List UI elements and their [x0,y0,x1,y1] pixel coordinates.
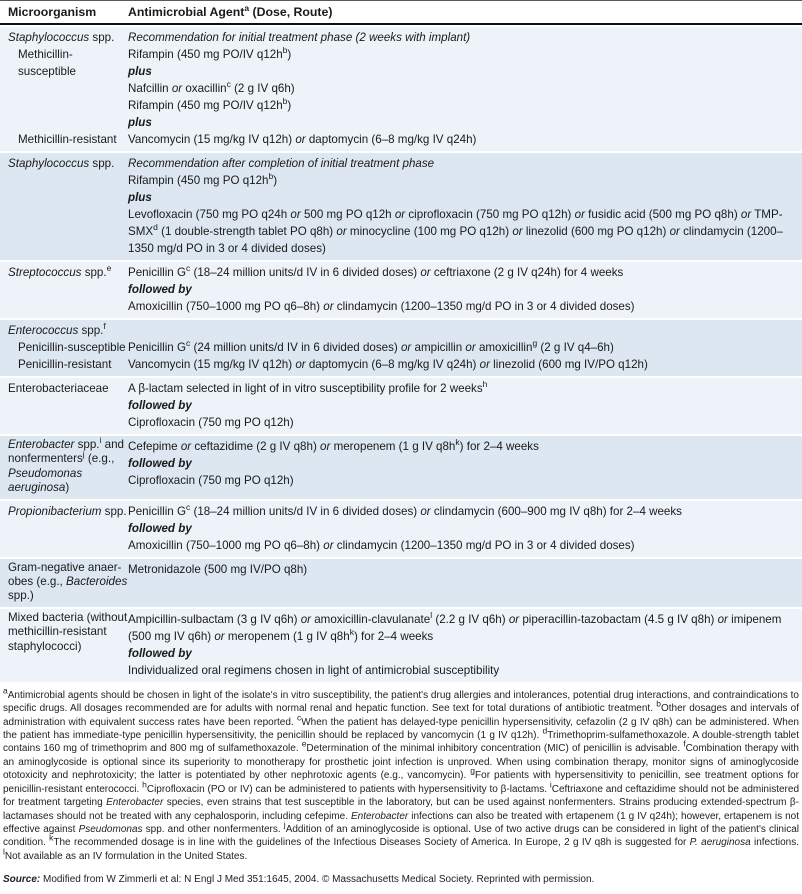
microorganism-cell [0,503,128,554]
header-col-microorganism: Microorganism [8,5,97,19]
microorganism-label: Streptococcus spp.$^e$ [8,263,112,279]
table-body [0,27,802,682]
agent-line: Amoxicillin (750–1000 mg PO q6–8h) or clindamycin (1200–1350 mg/d PO in 3 or 4 divided doses) [128,538,635,552]
agent-cell [128,264,802,315]
microorganism-cell [0,322,128,373]
agent-line: plus [128,116,152,129]
agent-line: Recommendation after completion of initial treatment phase [128,157,435,170]
microorganism-label: Methicillin-resistant [18,133,117,146]
agent-line: Vancomycin (15 mg/kg IV q12h) or daptomycin (6–8 mg/kg IV q24h) or linezolid (600 mg IV/PO q12h) [128,358,648,371]
agent-line: Vancomycin (15 mg/kg IV q12h) or daptomycin (6–8 mg/kg IV q24h) [128,133,477,146]
agent-line: Individualized oral regimens chosen in light of antimicrobial susceptibility [128,663,500,677]
agent-line: Recommendation for initial treatment phase (2 weeks with implant) [128,31,471,44]
agent-cell [128,322,802,373]
agent-line: plus [128,191,152,204]
microorganism-label: Propionibacterium spp. [8,504,127,518]
table-row-group [0,436,802,499]
microorganism-cell [0,435,128,496]
table-row-group [0,559,802,607]
agent-line: followed by [128,399,192,412]
table-row-group [0,378,802,434]
agent-line: Rifampin (450 mg PO $q12h^b$) [128,171,278,187]
agent-line: Nafcillin or oxacillin$^c$ (2 g IV q6h) [128,79,295,95]
microorganism-cell [0,380,128,431]
agent-line: Penicillin $G^c$ (18–24 million units/d IV in 6 divided doses) or clindamycin (600–900 mg IV q8h) for 2–4 weeks [128,501,682,518]
microorganism-cell [0,611,128,679]
agent-cell [128,155,802,257]
agent-line: followed by [128,521,192,535]
agent-line [128,322,794,339]
microorganism-label: Enterococcus spp.$^f$ [8,321,106,337]
agent-cell [128,561,802,604]
agent-line: followed by [128,457,192,470]
source-line: Source: Modified from W Zimmerli et al: N Engl J Med 351:1645, 2004. © Massachusetts Medical Society. Reprinted with permission. [3,874,595,886]
microorganism-label: Enterobacteriaceae [8,382,109,395]
microorganism-label: Penicillin-susceptible [18,341,126,354]
microorganism-cell [0,29,128,148]
agent-line: Ciprofloxacin (750 mg PO q12h) [128,416,294,429]
agent-line: Ciprofloxacin (750 mg PO q12h) [128,474,294,487]
agent-cell [128,611,802,679]
microorganism-label: Gram-negative anaer- obes (e.g., Bacteroides spp.) [8,560,128,603]
microorganism-label: Penicillin-resistant [18,358,112,371]
microorganism-cell [0,155,128,257]
table-row-group [0,27,802,151]
agent-line: Rifampin (450 mg PO/IV $q12h^b$) [128,45,292,61]
agent-line: Amoxicillin (750–1000 mg PO q6–8h) or clindamycin (1200–1350 mg/d PO in 3 or 4 divided doses) [128,300,635,313]
agent-line: Levofloxacin (750 mg PO q24h or 500 mg PO q12h or ciprofloxacin (750 mg PO q12h) or fusidic acid (500 mg PO q8h) or TMP-SMX$^d$ (1 double-strength tablet PO q8h) or minocycline (100 mg PO q12h) or linezolid (600 mg PO q12h) or clindamycin (1200–1350 mg/d PO in 3 or 4 divided doses) [128,208,783,255]
table-row-group [0,320,802,376]
agent-line: followed by [128,646,192,660]
microorganism-label: Enterobacter spp.$^i$ and nonfermenters$^j$ (e.g., Pseudomonas aeruginosa) [8,435,124,495]
table-row-group [0,153,802,260]
agent-cell [128,29,802,148]
table-row-group [0,501,802,557]
footnotes-text: $^a$Antimicrobial agents should be chosen in light of the isolate's in vitro susceptibility, the patient's drug allergies and intolerances, potential drug interactions, and contraindications to specific drugs. All dosages recommended are for adults with normal renal and hepatic function. See text for total durations of antibiotic treatment. $^b$Other dosages and intervals of administration with equivalent success rates have been reported. $^c$When the patient has delayed-type penicillin hypersensitivity, cefazolin (2 g IV q8h) can be administered. When the patient has immediate-type penicillin hypersensitivity, the penicillin should be replaced by vancomycin (1 g IV q12h). $^d$Trimethoprim-sulfamethoxazole. A double-strength tablet contains 160 mg of trimethoprim and 800 mg of sulfamethoxazole. $^e$Determination of the minimal inhibitory concentration (MIC) of penicillin is advisable. $^f$Combination therapy with an aminoglycoside is optional since its superiority to monotherapy for prosthetic joint infection is unproved. When using combination therapy, monitor signs of aminoglycoside ototoxicity and nephrotoxicity; the latter is potentiated by other nephrotoxic agents (e.g., vancomycin). $^g$For patients with hypersensitivity to penicillin, see treatment options for penicillin-resistant enterococci. $^h$Ciprofloxacin (PO or IV) can be administered to patients with hypersensitivity to β-lactams. $^i$Ceftriaxone and ceftazidime should not be administered for treatment targeting Enterobacter species, even strains that test susceptible in the laboratory, but can be used against nonfermenters. Strains producing extended-spectrum β-lactamases should not be treated with any cephalosporin, including cefepime. Enterobacter infections can also be treated with ertapenem (1 g IV q24h); however, ertapenem is not effective against Pseudomonas spp. and other nonfermenters. $^j$Addition of an aminoglycoside is optional. Use of two active drugs can be considered in light of the patient's clinical condition. $^k$The recommended dosage is in line with the guidelines of the Infectious Diseases Society of America. In Europe, 2 g IV q8h is suggested for P. aeruginosa infections. $^l$Not available as an IV formulation in the United States. [3,685,800,862]
agent-line: A β-lactam selected in light of in vitro susceptibility profile for 2 weeks$^h$ [128,379,488,395]
microorganism-cell [0,561,128,604]
microorganism-label: Methicillin-susceptible [18,48,77,78]
microorganism-label: Mixed bacteria (without methicillin-resistant staphylococci) [8,610,128,653]
agent-line: Penicillin $G^c$ (18–24 million units/d IV in 6 divided doses) or ceftriaxone (2 g IV q24h) for 4 weeks [128,263,624,279]
agent-line: Ampicillin-sulbactam (3 g IV q6h) or amoxicillin-clavulanate$^l$ (2.2 g IV q6h) or piperacillin-tazobactam (4.5 g IV q8h) or imipenem (500 mg IV q6h) or meropenem (1 g IV $q8h^k$) for 2–4 weeks [128,609,782,643]
microorganism-cell [0,264,128,315]
agent-cell [128,503,802,554]
header-col-antimicrobial-agent: Antimicrobial Agent$^a$ (Dose, Route) [128,2,333,19]
microorganism-label: Staphylococcus spp. [8,157,115,170]
table-header-row [0,0,802,25]
table-row-group [0,609,802,682]
agent-line: Rifampin (450 mg PO/IV $q12h^b$) [128,96,292,112]
table-row-group [0,262,802,318]
agent-line: plus [128,65,152,78]
agent-cell [128,438,802,496]
microorganism-label: Staphylococcus spp. [8,31,115,44]
agent-line: Cefepime or ceftazidime (2 g IV q8h) or meropenem (1 g IV $q8h^k$) for 2–4 weeks [128,437,539,453]
agent-cell [128,380,802,431]
agent-line: Penicillin $G^c$ (24 million units/d IV in 6 divided doses) or ampicillin or amoxicillin$^g$ (2 g IV q4–6h) [128,338,614,354]
agent-line: Metronidazole (500 mg IV/PO q8h) [128,562,308,576]
agent-line: followed by [128,283,192,296]
